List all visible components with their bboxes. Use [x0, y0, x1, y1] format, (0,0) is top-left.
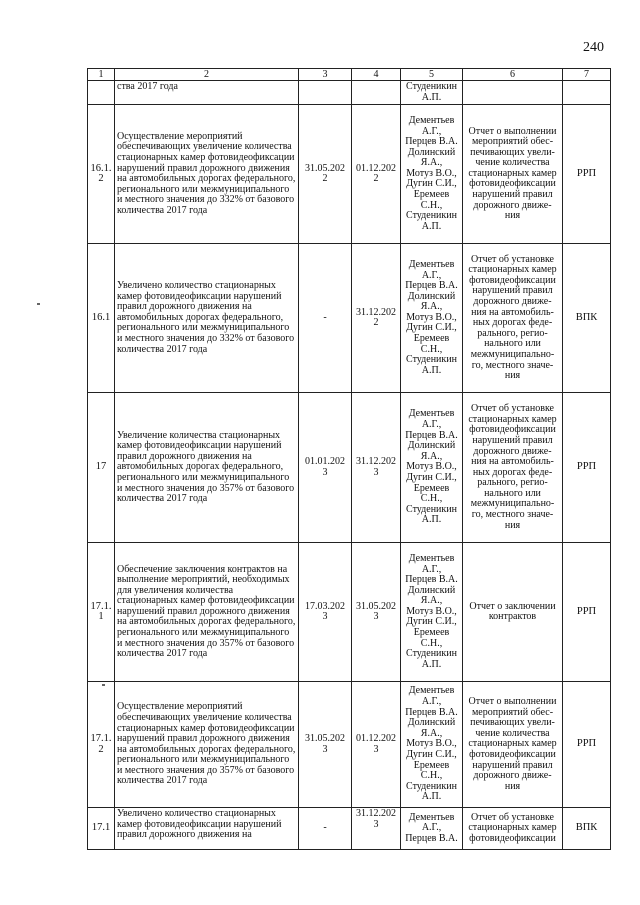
status-code: РРП	[563, 105, 611, 244]
item-number: 17	[88, 393, 115, 543]
table-row	[88, 543, 611, 682]
table-row	[88, 244, 611, 393]
status-code: РРП	[563, 393, 611, 543]
result-document: Отчет об установке стационарных камер фотовидеофиксации нарушений правил дорожного движе- ния на автомобиль- ных дорогах феде- рального, регио- нального или межмуниципально- го, местного значе- ния	[463, 244, 563, 393]
scan-speck	[37, 303, 40, 305]
result-document: Отчет о заключении контрактов	[463, 543, 563, 682]
item-number: 17.1. 1	[88, 543, 115, 682]
column-number-1: 1	[88, 69, 115, 81]
item-number: 16.1. 2	[88, 105, 115, 244]
item-number: 16.1	[88, 244, 115, 393]
end-date: 31.12.202 3	[352, 393, 401, 543]
status-code: ВПК	[563, 244, 611, 393]
column-number-5: 5	[401, 69, 463, 81]
end-date: 01.12.202 3	[352, 682, 401, 808]
item-description: Осуществление мероприятий обеспечивающих увеличение количества стационарных камер фотовидеофиксации нарушений правил дорожного движения на автомобильных дорогах федерального, регионального или межмуниципального и местного значения до 357% от базового количества 2017 года	[115, 682, 299, 808]
item-description: Увеличено количество стационарных камер фотовидеофиксации нарушений правил дорожного движения на автомобильных дорогах федерального, регионального или межмуниципального и местного значения до 332% от базового количества 2017 года	[115, 244, 299, 393]
table-row	[88, 393, 611, 543]
table-row	[88, 808, 611, 850]
column-number-4: 4	[352, 69, 401, 81]
header-row	[88, 69, 611, 81]
item-number: 17.1	[88, 808, 115, 850]
result-document: Отчет о выполнении мероприятий обес- печивающих увели- чение количества стационарных камер фотовидеофиксации нарушений правил дорожного движе- ния	[463, 105, 563, 244]
executors: Студеникин А.П.	[401, 81, 463, 105]
item-number	[88, 81, 115, 105]
end-date: 31.05.202 3	[352, 543, 401, 682]
result-document	[463, 81, 563, 105]
item-description: Увеличение количества стационарных камер фотовидеофиксации нарушений правил дорожного движения на автомобильных дорогах федерального, регионального или межмуниципального и местного значения до 357% от базового количества 2017 года	[115, 393, 299, 543]
item-description: ства 2017 года	[115, 81, 299, 105]
status-code: РРП	[563, 682, 611, 808]
executors: Дементьев А.Г., Перцев В.А. Долинский Я.А., Мотуз В.О., Дугин С.И., Еремеев С.Н., Студеникин А.П.	[401, 682, 463, 808]
column-number-2: 2	[115, 69, 299, 81]
executors: Дементьев А.Г., Перцев В.А. Долинский Я.А., Мотуз В.О., Дугин С.И., Еремеев С.Н., Студеникин А.П.	[401, 543, 463, 682]
result-document: Отчет о выполнении мероприятий обес- печивающих увели- чение количества стационарных камер фотовидеофиксации нарушений правил дорожного движе- ния	[463, 682, 563, 808]
item-description: Обеспечение заключения контрактов на выполнение мероприятий, необходимых для увеличения количества стационарных камер фотовидеофиксации нарушений правил дорожного движения на автомобильных дорогах федерального, регионального или межмуниципального и местного значения до 357% от базового количества 2017 года	[115, 543, 299, 682]
plan-table	[87, 68, 611, 850]
executors: Дементьев А.Г., Перцев В.А. Долинский Я.А., Мотуз В.О., Дугин С.И., Еремеев С.Н., Студеникин А.П.	[401, 244, 463, 393]
start-date: 01.01.202 3	[299, 393, 352, 543]
start-date: 17.03.202 3	[299, 543, 352, 682]
item-number: 17.1. 2	[88, 682, 115, 808]
table-row	[88, 682, 611, 808]
result-document: Отчет об установке стационарных камер фотовидеофиксации	[463, 808, 563, 850]
status-code	[563, 81, 611, 105]
item-description: Увеличено количество стационарных камер фотовидеофиксации нарушений правил дорожного движения на	[115, 808, 299, 850]
page-number: 240	[583, 40, 604, 55]
result-document: Отчет об установке стационарных камер фотовидеофиксации нарушений правил дорожного движе- ния на автомобиль- ных дорогах феде- рального, регио- нального или межмуниципально- го, местного значе- ния	[463, 393, 563, 543]
start-date: -	[299, 808, 352, 850]
end-date	[352, 81, 401, 105]
table-row	[88, 105, 611, 244]
start-date: 31.05.202 3	[299, 682, 352, 808]
status-code: РРП	[563, 543, 611, 682]
executors: Дементьев А.Г., Перцев В.А.	[401, 808, 463, 850]
end-date: 01.12.202 2	[352, 105, 401, 244]
scan-speck	[102, 684, 105, 686]
end-date: 31.12.202 2	[352, 244, 401, 393]
table-row	[88, 81, 611, 105]
start-date: -	[299, 244, 352, 393]
start-date	[299, 81, 352, 105]
column-number-7: 7	[563, 69, 611, 81]
item-description: Осуществление мероприятий обеспечивающих увеличение количества стационарных камер фотовидеофиксации нарушений правил дорожного движения на автомобильных дорогах федерального, регионального или межмуниципального и местного значения до 332% от базового количества 2017 года	[115, 105, 299, 244]
executors: Дементьев А.Г., Перцев В.А. Долинский Я.А., Мотуз В.О., Дугин С.И., Еремеев С.Н., Студеникин А.П.	[401, 393, 463, 543]
column-number-3: 3	[299, 69, 352, 81]
end-date: 31.12.202 3	[352, 808, 401, 850]
status-code: ВПК	[563, 808, 611, 850]
executors: Дементьев А.Г., Перцев В.А. Долинский Я.А., Мотуз В.О., Дугин С.И., Еремеев С.Н., Студеникин А.П.	[401, 105, 463, 244]
start-date: 31.05.202 2	[299, 105, 352, 244]
column-number-6: 6	[463, 69, 563, 81]
